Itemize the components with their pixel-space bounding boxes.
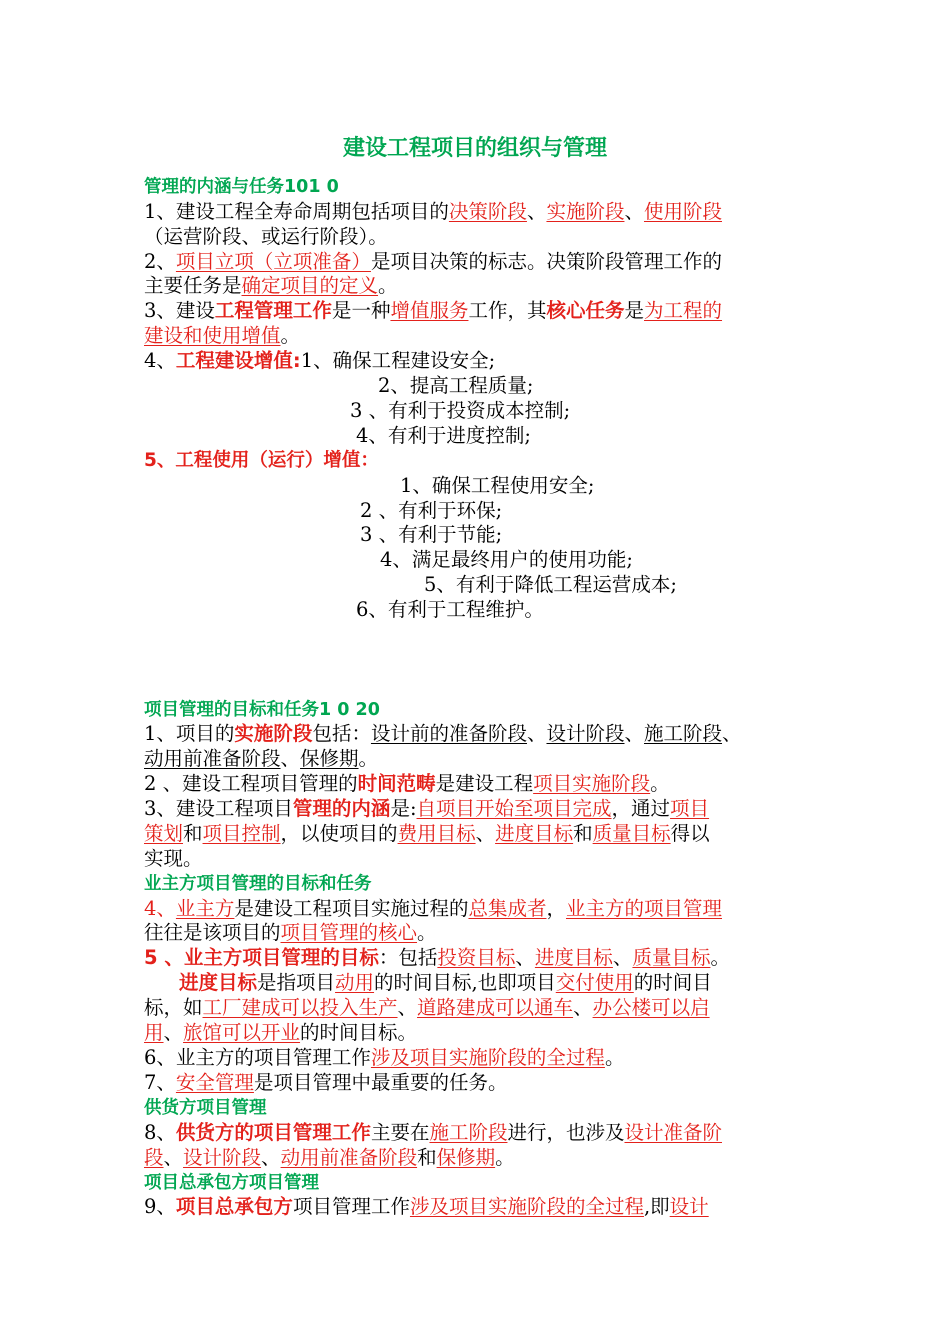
highlight-term: 进度目标 — [534, 946, 613, 969]
text: 、 — [163, 1146, 184, 1169]
text: 4、 — [144, 897, 176, 920]
bold-term: 管理的内涵 — [292, 797, 391, 820]
text: 6、业主方的项目管理工作 — [144, 1046, 371, 1069]
bold-term: 时间范畴 — [357, 772, 436, 795]
highlight-term: 段 — [144, 1146, 164, 1169]
text: 1、确保工程建设安全; — [300, 349, 496, 372]
text: 往往是该项目的 — [144, 921, 281, 944]
text: 9、 — [144, 1195, 176, 1218]
highlight-term: 策划 — [144, 822, 184, 845]
paragraph-3-line-2 — [144, 324, 300, 349]
text: 工作，其 — [468, 299, 547, 322]
highlight-term: 保修期 — [436, 1146, 496, 1169]
bold-term: 核心任务 — [546, 299, 625, 322]
paragraph-3-line-1 — [144, 299, 722, 324]
text: 、 — [722, 722, 742, 745]
list-item: 5、有利于降低工程运营成本; — [424, 573, 677, 596]
highlight-term: 实施阶段 — [546, 200, 625, 223]
highlight-term: 决策阶段 — [448, 200, 527, 223]
text: 和 — [573, 822, 593, 845]
subheading-general-contractor: 项目总承包方项目管理 — [144, 1173, 319, 1193]
highlight-term: 道路建成可以通车 — [417, 996, 574, 1019]
highlight-term: 安全管理 — [175, 1071, 254, 1094]
text: 、 — [624, 200, 644, 223]
text: 项目管理工作 — [292, 1195, 410, 1218]
s2-paragraph-3-line-3: 实现。 — [144, 847, 203, 870]
list-item: 4、有利于进度控制; — [356, 424, 531, 447]
text: 1、建设工程全寿命周期包括项目的 — [144, 200, 449, 223]
highlight-term: 费用目标 — [397, 822, 476, 845]
highlight-term: 业主方 — [175, 897, 235, 920]
s2-paragraph-1-line-1 — [144, 722, 742, 747]
paragraph-2-line-1 — [144, 250, 722, 275]
list-item: 3 、有利于节能; — [360, 523, 503, 546]
text: 7、 — [144, 1071, 176, 1094]
text: 、 — [515, 946, 535, 969]
text: 、 — [612, 946, 633, 969]
text: 进行，也涉及 — [507, 1121, 625, 1144]
s2-paragraph-5-line-2 — [179, 971, 712, 996]
text: ，以使项目的 — [280, 822, 398, 845]
highlight-term: 建设和使用增值 — [144, 324, 281, 347]
text: 。 — [417, 921, 437, 944]
s2-paragraph-4-line-2 — [144, 921, 437, 946]
section-heading-objectives: 项目管理的目标和任务1 0 20 — [144, 700, 380, 720]
text: 。 — [604, 1046, 625, 1069]
text: 、 — [526, 200, 547, 223]
highlight-term: 质量目标 — [632, 946, 711, 969]
highlight-term: 交付使用 — [555, 971, 634, 994]
highlight-term: 设计阶段 — [183, 1146, 262, 1169]
highlight-term: 业主方的项目管理 — [565, 897, 722, 920]
text: ， — [546, 897, 566, 920]
section-heading-management: 管理的内涵与任务101 0 — [144, 177, 339, 197]
paragraph-4-line-1 — [144, 349, 495, 374]
list-item: 6、有利于工程维护。 — [356, 598, 544, 621]
highlight-term: 进度目标 — [495, 822, 574, 845]
text: 是项目管理中最重要的任务。 — [253, 1071, 508, 1094]
highlight-term: 涉及项目实施阶段的全过程 — [409, 1195, 644, 1218]
bold-term: 5 、业主方项目管理的目标 — [144, 946, 379, 969]
s2-paragraph-8-line-2 — [144, 1146, 515, 1171]
text: 是: — [390, 797, 417, 820]
s2-paragraph-7 — [144, 1071, 507, 1096]
subheading-supplier: 供货方项目管理 — [144, 1098, 267, 1118]
highlight-term: 自项目开始至项目完成 — [416, 797, 612, 820]
text: 、 — [280, 747, 301, 770]
s2-paragraph-8-line-1 — [144, 1121, 722, 1146]
underlined-term: 设计前的准备阶段 — [370, 722, 527, 745]
highlight-term: 增值服务 — [390, 299, 469, 322]
text: 。 — [650, 772, 670, 795]
text: ，通过 — [611, 797, 671, 820]
highlight-term: 项目管理的核心 — [280, 921, 418, 944]
highlight-term: 工厂建成可以投入生产 — [202, 996, 398, 1019]
list-item: 4、满足最终用户的使用功能; — [380, 548, 633, 571]
text: 1、项目的 — [144, 722, 235, 745]
s2-paragraph-5-line-4 — [144, 1021, 417, 1046]
text: 是建设工程 — [435, 772, 534, 795]
highlight-term: 施工阶段 — [429, 1121, 508, 1144]
list-item: 3 、有利于投资成本控制; — [350, 399, 571, 422]
highlight-term: 用 — [144, 1021, 164, 1044]
highlight-term: 项目实施阶段 — [533, 772, 651, 795]
highlight-term: 项目立项（立项准备） — [175, 250, 371, 273]
underlined-term: 保修期 — [300, 747, 359, 770]
s2-paragraph-1-line-2 — [144, 747, 378, 772]
text: 2 、建设工程项目管理的 — [144, 772, 358, 795]
subheading-owner: 业主方项目管理的目标和任务 — [144, 874, 372, 894]
s2-paragraph-3-line-2 — [144, 822, 710, 847]
bold-term: 工程建设增值: — [175, 349, 301, 372]
text: 是指项目 — [257, 971, 336, 994]
text: 包括： — [312, 722, 371, 745]
s2-paragraph-4-line-1 — [144, 897, 722, 922]
list-item: 2、提高工程质量; — [378, 374, 534, 397]
text: 。 — [358, 747, 379, 770]
text: 。 — [710, 946, 730, 969]
text: 2、 — [144, 250, 176, 273]
text: 和 — [417, 1146, 437, 1169]
highlight-term: 办公楼可以启 — [592, 996, 710, 1019]
text: 、 — [526, 722, 547, 745]
text: 主要在 — [370, 1121, 430, 1144]
text: 、 — [397, 996, 418, 1019]
list-item: 2 、有利于环保; — [360, 499, 503, 522]
text: 是 — [624, 299, 645, 322]
text: 和 — [183, 822, 203, 845]
s2-paragraph-5-line-1 — [144, 946, 730, 971]
highlight-term: 项目控制 — [202, 822, 281, 845]
highlight-term: 为工程的 — [644, 299, 723, 322]
text: 标，如 — [144, 996, 203, 1019]
text: 。 — [280, 324, 301, 347]
text: 3、建设工程项目 — [144, 797, 293, 820]
text: 是一种 — [331, 299, 391, 322]
text: 。 — [495, 1146, 515, 1169]
paragraph-5-heading: 5、工程使用（运行）增值： — [144, 450, 379, 471]
bold-term: 项目总承包方 — [175, 1195, 293, 1218]
text: 的时间目 — [633, 971, 712, 994]
underlined-term: 动用前准备阶段 — [144, 747, 281, 770]
text: 、 — [624, 722, 645, 745]
paragraph-1-line-2: （运营阶段、或运行阶段）。 — [144, 225, 388, 248]
s2-paragraph-9-line-1 — [144, 1195, 709, 1220]
text: 的时间目标,也即项目 — [374, 971, 556, 994]
highlight-term: 确定项目的定义 — [241, 274, 379, 297]
text: 是建设工程项目实施过程的 — [234, 897, 469, 920]
text: ,即 — [643, 1195, 670, 1218]
text: ：包括 — [378, 946, 438, 969]
text: 3、建设 — [144, 299, 215, 322]
highlight-term: 投资目标 — [437, 946, 516, 969]
bold-term: 实施阶段 — [234, 722, 313, 745]
underlined-term: 施工阶段 — [644, 722, 723, 745]
s2-paragraph-3-line-1 — [144, 797, 709, 822]
text: 、 — [261, 1146, 281, 1169]
text: 、 — [163, 1021, 184, 1044]
s2-paragraph-5-line-3 — [144, 996, 710, 1021]
highlight-term: 涉及项目实施阶段的全过程 — [370, 1046, 605, 1069]
text: 8、 — [144, 1121, 176, 1144]
text: 得以 — [670, 822, 710, 845]
text: 主要任务是 — [144, 274, 242, 297]
paragraph-2-line-2 — [144, 274, 398, 299]
highlight-term: 项目 — [670, 797, 710, 820]
highlight-term: 使用阶段 — [643, 200, 722, 223]
text: 、 — [573, 996, 593, 1019]
bold-term: 工程管理工作 — [214, 299, 332, 322]
s2-paragraph-6 — [144, 1046, 624, 1071]
bold-term: 供货方的项目管理工作 — [175, 1121, 371, 1144]
paragraph-1-line-1 — [144, 200, 722, 225]
list-item: 1、确保工程使用安全; — [400, 474, 595, 497]
s2-paragraph-2 — [144, 772, 670, 797]
document-title: 建设工程项目的组织与管理 — [342, 136, 607, 161]
underlined-term: 设计阶段 — [546, 722, 625, 745]
highlight-term: 旅馆可以开业 — [183, 1021, 301, 1044]
text: 的时间目标。 — [300, 1021, 418, 1044]
bold-term: 进度目标 — [179, 971, 258, 994]
highlight-term: 质量目标 — [592, 822, 671, 845]
highlight-term: 动用前准备阶段 — [280, 1146, 418, 1169]
text: 。 — [378, 274, 398, 297]
text: 4、 — [144, 349, 176, 372]
highlight-term: 设计 — [669, 1195, 709, 1218]
text: 是项目决策的标志。决策阶段管理工作的 — [370, 250, 722, 273]
highlight-term: 设计准备阶 — [624, 1121, 722, 1144]
highlight-term: 总集成者 — [468, 897, 547, 920]
highlight-term: 动用 — [335, 971, 375, 994]
text: 、 — [475, 822, 496, 845]
